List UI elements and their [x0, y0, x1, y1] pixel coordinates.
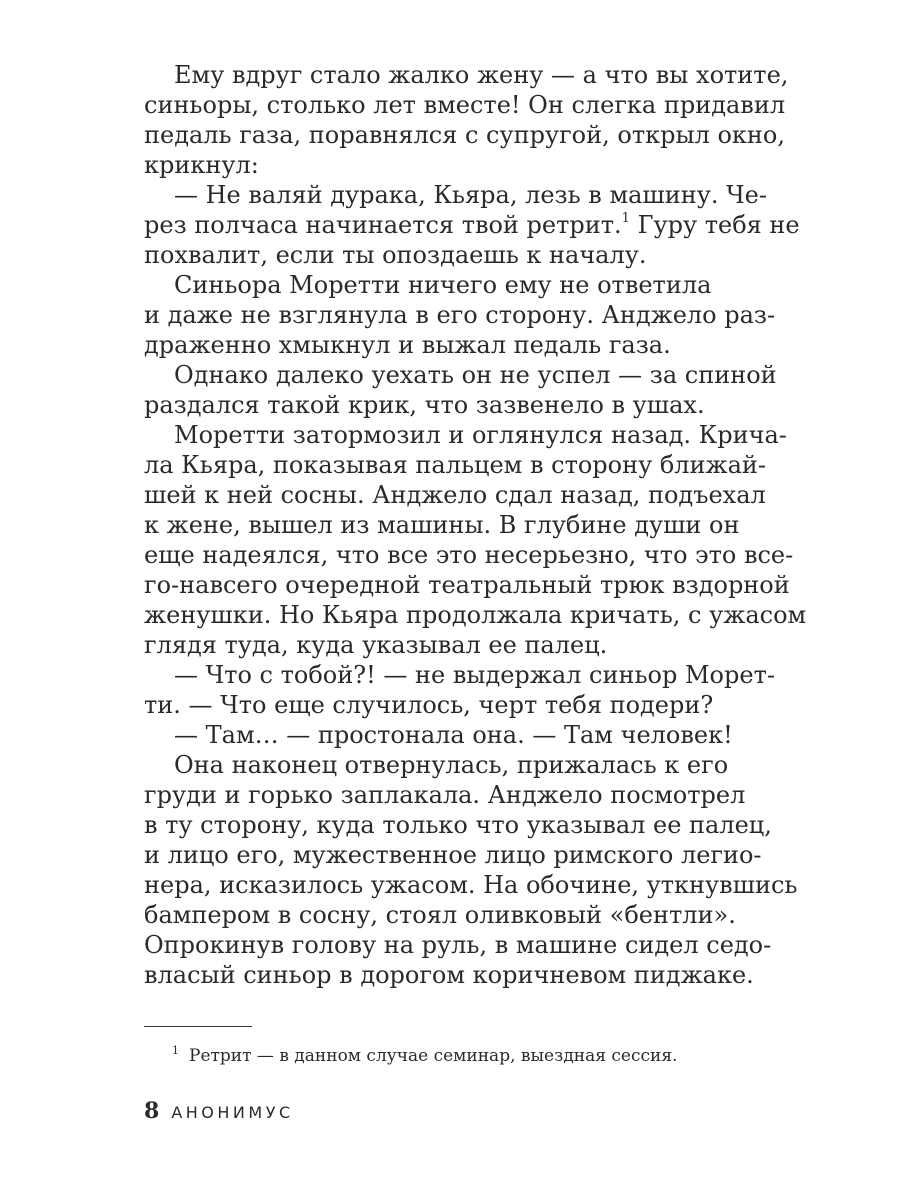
- text-line: шей к ней сосны. Анджело сдал назад, подъехал: [144, 481, 766, 509]
- text-line: раздался такой крик, что зазвенело в ушах.: [144, 391, 705, 419]
- text-line: глядя туда, куда указывал ее палец.: [144, 631, 608, 659]
- text-line: к жене, вышел из машины. В глубине души он: [144, 511, 740, 539]
- text-line: в ту сторону, куда только что указывал ее палец,: [144, 811, 772, 839]
- text-line: — Что с тобой?! — не выдержал синьор Морет-: [174, 661, 775, 689]
- text-line: — Не валяй дурака, Кьяра, лезь в машину. Че-: [174, 181, 767, 209]
- text-line: женушки. Но Кьяра продолжала кричать, с ужасом: [144, 601, 807, 629]
- text-line: еще надеялся, что все это несерьезно, что это все-: [144, 541, 794, 569]
- text-line: ла Кьяра, показывая пальцем в сторону ближай-: [144, 451, 767, 479]
- text-line: власый синьор в дорогом коричневом пиджаке.: [144, 961, 754, 989]
- text-line: драженно хмыкнул и выжал педаль газа.: [144, 331, 671, 359]
- footnote-divider: [144, 1026, 252, 1027]
- text-line: похвалит, если ты опоздаешь к началу.: [144, 241, 647, 269]
- text-line: Однако далеко уехать он не успел — за спиной: [174, 361, 777, 389]
- text-line: крикнул:: [144, 151, 259, 179]
- text-line: Моретти затормозил и оглянулся назад. Крича-: [174, 421, 787, 449]
- text-line: — Там… — простонала она. — Там человек!: [174, 721, 733, 749]
- text-line: рез полчаса начинается твой ретрит.$^1$ Гуру тебя не: [144, 211, 800, 239]
- footnote-number: 1: [172, 1044, 179, 1057]
- text-line: го-навсего очередной театральный трюк вздорной: [144, 571, 790, 599]
- text-line: нера, исказилось ужасом. На обочине, уткнувшись: [144, 871, 798, 899]
- footnote-reference[interactable]: 1: [621, 211, 630, 226]
- page-number: 8: [144, 1098, 160, 1124]
- footnote: [172, 1040, 677, 1067]
- text-line: бампером в сосну, стоял оливковый «бентли».: [144, 901, 736, 929]
- text-line: и даже не взглянула в его сторону. Анджело раз-: [144, 301, 776, 329]
- text-line: Ему вдруг стало жалко жену — а что вы хотите,: [174, 61, 789, 89]
- running-footer: [144, 1098, 294, 1124]
- text-line: и лицо его, мужественное лицо римского легио-: [144, 841, 762, 869]
- text-line: Опрокинув голову на руль, в машине сидел седо-: [144, 931, 772, 959]
- text-line: Синьора Моретти ничего ему не ответила: [174, 271, 712, 299]
- text-line: ти. — Что еще случилось, черт тебя подери?: [144, 691, 714, 719]
- text-line: груди и горько заплакала. Анджело посмотрел: [144, 781, 746, 809]
- book-title: АНОНИМУС: [171, 1103, 294, 1122]
- text-line: синьоры, столько лет вместе! Он слегка придавил: [144, 91, 786, 119]
- text-line: Она наконец отвернулась, прижалась к его: [174, 751, 729, 779]
- footnote-text: Ретрит — в данном случае семинар, выездная сессия.: [189, 1046, 678, 1066]
- body-text: [144, 60, 807, 990]
- text-line: педаль газа, поравнялся с супругой, открыл окно,: [144, 121, 785, 149]
